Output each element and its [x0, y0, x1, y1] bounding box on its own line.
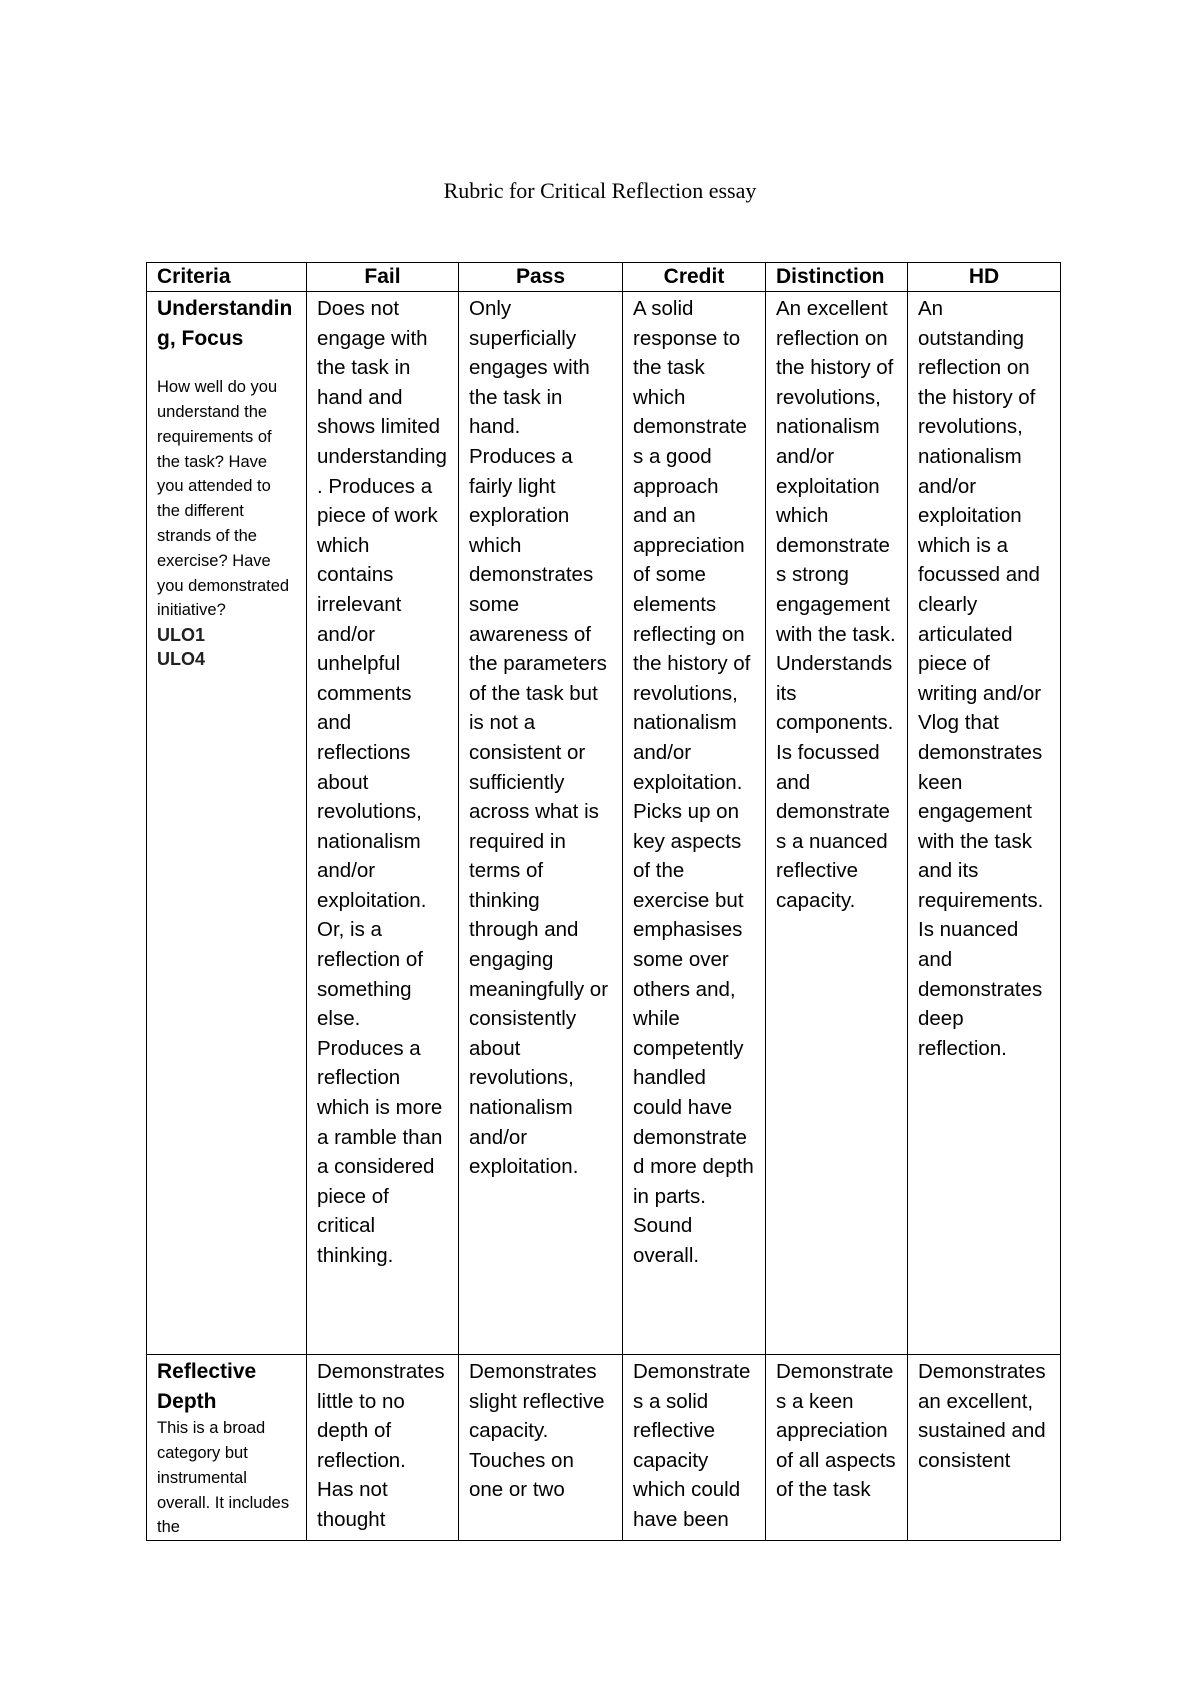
- fail-cell: Demonstrates little to no depth of reflection. Has not thought: [307, 1355, 459, 1541]
- credit-cell: A solid response to the task which demonstrates a good approach and an appreciation of some elements reflecting on the history of revolutions, nationalism and/or exploitation. Picks up on key aspects of the exercise but emphasises some over others and, while competently handled could have demonstrated more depth in parts. Sound overall.: [623, 292, 766, 1355]
- criteria-name: Understanding, Focus: [157, 297, 293, 350]
- criteria-name: Reflective Depth: [157, 1360, 257, 1413]
- fail-cell: Does not engage with the task in hand and shows limited understanding. Produces a piece of work which contains irrelevant and/or unhelpful comments and reflections about revolutions, nationalism and/or exploitation. Or, is a reflection of something else. Produces a reflection which is more a ramble than a considered piece of critical thinking.: [307, 292, 459, 1355]
- table-row: [147, 292, 1061, 1355]
- pass-cell: Demonstrates slight reflective capacity. Touches on one or two: [459, 1355, 623, 1541]
- criteria-description: This is a broad category but instrumental overall. It includes the: [157, 1419, 290, 1537]
- rubric-table: [146, 262, 1061, 1541]
- criteria-cell: [147, 292, 307, 1355]
- ulo-label: ULO4: [157, 649, 206, 670]
- header-hd: HD: [908, 263, 1061, 292]
- page-title: Rubric for Critical Reflection essay: [443, 178, 757, 203]
- ulo-label: ULO1: [157, 625, 206, 646]
- pass-cell: Only superficially engages with the task in hand. Produces a fairly light exploration which demonstrates some awareness of the parameters of the task but is not a consistent or sufficiently across what is required in terms of thinking through and engaging meaningfully or consistently about revolutions, nationalism and/or exploitation.: [459, 292, 623, 1355]
- credit-cell: Demonstrates a solid reflective capacity which could have been: [623, 1355, 766, 1541]
- distinction-cell: An excellent reflection on the history of revolutions, nationalism and/or exploitation which demonstrates strong engagement with the task. Understands its components. Is focussed and demonstrates a nuanced reflective capacity.: [766, 292, 908, 1355]
- hd-cell: Demonstrates an excellent, sustained and consistent: [908, 1355, 1061, 1541]
- distinction-cell: Demonstrates a keen appreciation of all aspects of the task: [766, 1355, 908, 1541]
- header-credit: Credit: [623, 263, 766, 292]
- hd-cell: An outstanding reflection on the history of revolutions, nationalism and/or exploitation which is a focussed and clearly articulated piece of writing and/or Vlog that demonstrates keen engagement with the task and its requirements. Is nuanced and demonstrates deep reflection.: [908, 292, 1061, 1355]
- table-header-row: [147, 263, 1061, 292]
- header-pass: Pass: [459, 263, 623, 292]
- header-fail: Fail: [307, 263, 459, 292]
- header-distinction: Distinction: [766, 263, 908, 292]
- criteria-cell: [147, 1355, 307, 1541]
- criteria-description: How well do you understand the requirements of the task? Have you attended to the different strands of the exercise? Have you demonstrated initiative?: [157, 378, 290, 620]
- table-row: [147, 1355, 1061, 1541]
- header-criteria: Criteria: [147, 263, 307, 292]
